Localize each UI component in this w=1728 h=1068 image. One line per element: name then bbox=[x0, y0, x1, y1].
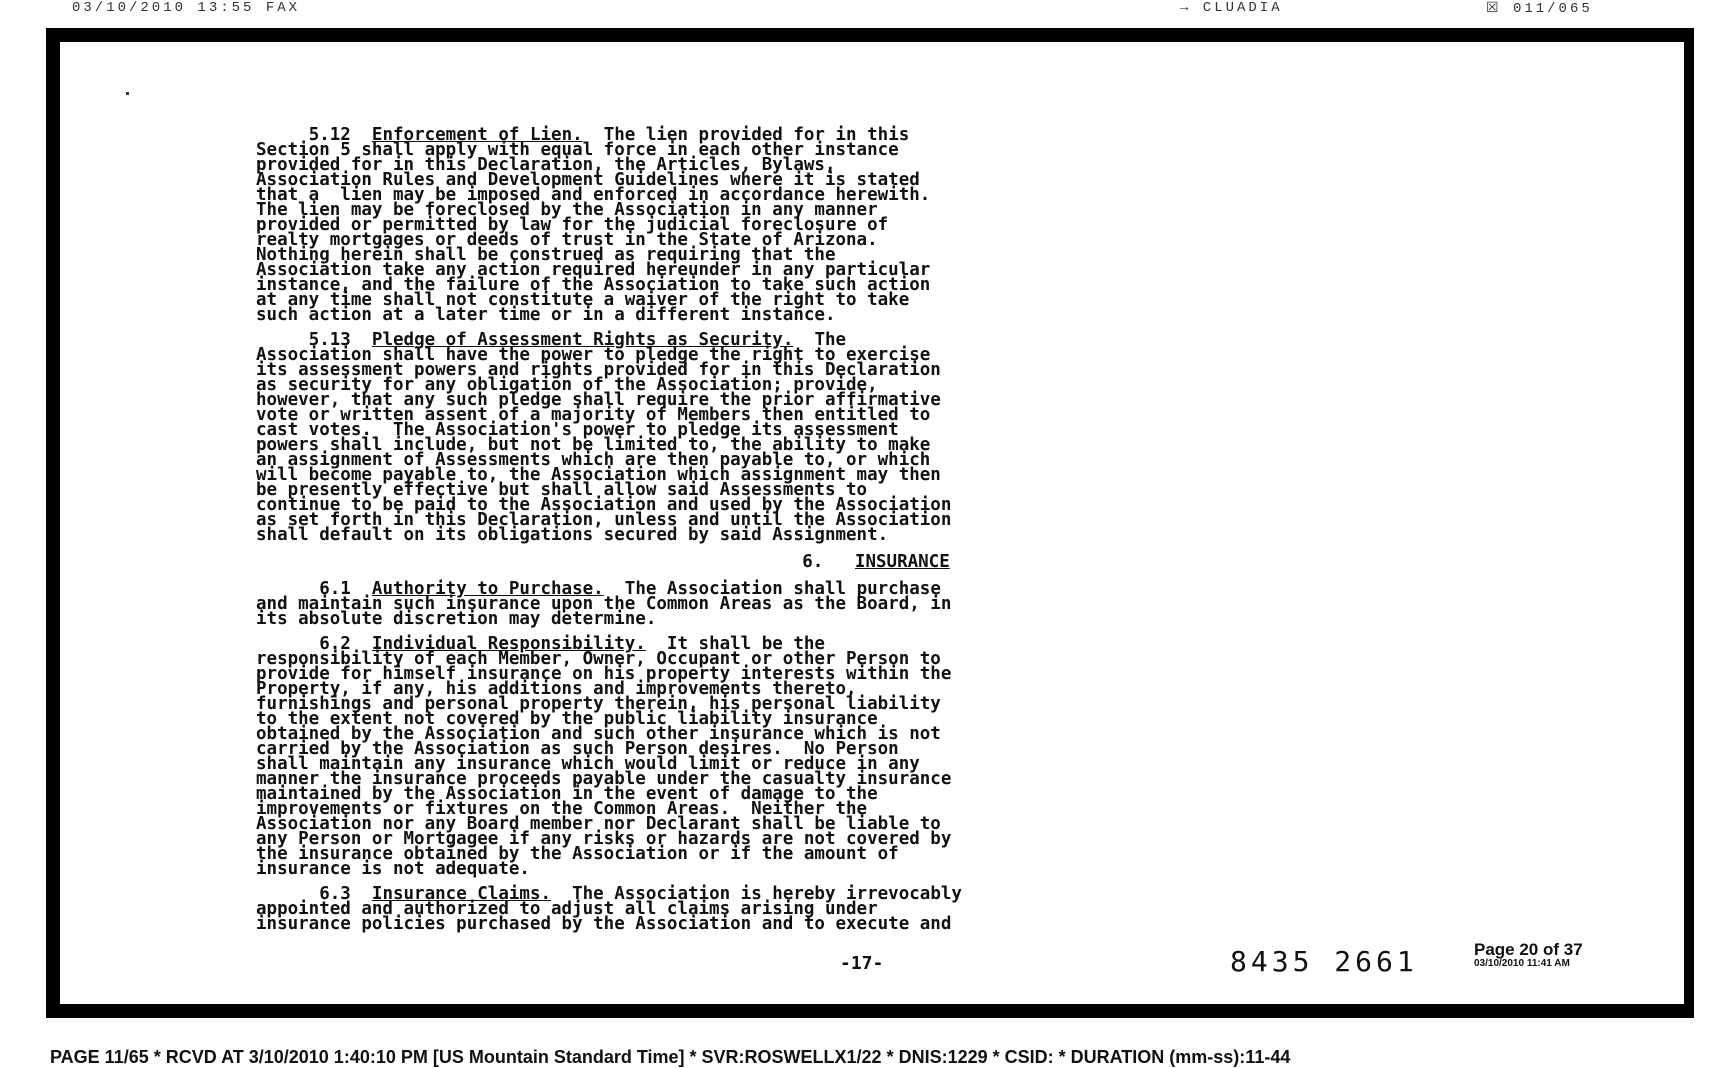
paragraph-line: an assignment of Assessments which are then payable to, or which bbox=[256, 450, 931, 470]
paragraph-line: provided or permitted by law for the judicial foreclosure of bbox=[256, 215, 889, 235]
paragraph-number: 6.2 bbox=[319, 634, 351, 654]
document-body bbox=[256, 125, 1496, 942]
paragraph-line: shall maintain any insurance which would limit or reduce in any bbox=[256, 754, 920, 774]
section-title: INSURANCE bbox=[854, 552, 950, 572]
stamp-timestamp: 03/10/2010 11:41 AM bbox=[1474, 958, 1570, 969]
paragraph-6-3 bbox=[256, 884, 1496, 934]
paragraph-line: cast votes. The Association's power to pledge its assessment bbox=[256, 420, 899, 440]
paragraph-number: 6.3 bbox=[319, 884, 351, 904]
paragraph-line: powers shall include, but not be limited to, the ability to make bbox=[256, 435, 931, 455]
paragraph-heading: Enforcement of Lien. bbox=[371, 125, 583, 145]
paragraph-line: to the extent not covered by the public liability insurance bbox=[256, 709, 878, 729]
paragraph-line: such action at a later time or in a different instance. bbox=[256, 305, 836, 325]
page-stamp bbox=[1474, 940, 1583, 969]
paragraph-line: instance, and the failure of the Association to take such action bbox=[256, 275, 931, 295]
paragraph-heading: Pledge of Assessment Rights as Security. bbox=[371, 330, 794, 350]
paragraph-5-12 bbox=[256, 125, 1496, 325]
stamp-page-label: Page 20 of 37 bbox=[1474, 940, 1583, 959]
paragraph-line: provide for himself insurance on his property interests within the bbox=[256, 664, 952, 684]
paragraph-line: its absolute discretion may determine. bbox=[256, 609, 657, 629]
paragraph-line: shall default on its obligations secured by said Assignment. bbox=[256, 525, 889, 545]
fax-recipient: → CLUADIA bbox=[1180, 0, 1283, 16]
paragraph-line: Association take any action required hereunder in any particular bbox=[256, 260, 931, 280]
paragraph-line: any Person or Mortgagee if any risks or hazards are not covered by bbox=[256, 829, 952, 849]
paragraph-text: It shall be the bbox=[666, 634, 825, 654]
paragraph-line: Nothing herein shall be construed as requiring that the bbox=[256, 245, 836, 265]
fax-header bbox=[0, 0, 1728, 18]
paragraph-line: will become payable to, the Association which assignment may then bbox=[256, 465, 941, 485]
fax-page-counter: ☒ 011/065 bbox=[1486, 1, 1593, 17]
paragraph-line: Section 5 shall apply with equal force in each other instance bbox=[256, 140, 899, 160]
paragraph-line: insurance is not adequate. bbox=[256, 859, 530, 879]
paragraph-line: as security for any obligation of the Association; provide, bbox=[256, 375, 878, 395]
paragraph-line: insurance policies purchased by the Association and to execute and bbox=[256, 914, 952, 934]
paragraph-line: carried by the Association as such Person desires. No Person bbox=[256, 739, 899, 759]
section-heading bbox=[256, 552, 1496, 572]
paragraph-line: responsibility of each Member, Owner, Occupant or other Person to bbox=[256, 649, 941, 669]
paragraph-line: The lien may be foreclosed by the Association in any manner bbox=[256, 200, 878, 220]
paragraph-text: The Association shall purchase bbox=[624, 579, 941, 599]
page-number: -17- bbox=[840, 953, 884, 974]
paragraph-line: its assessment powers and rights provided for in this Declaration bbox=[256, 360, 941, 380]
paragraph-line: at any time shall not constitute a waiver of the right to take bbox=[256, 290, 910, 310]
paragraph-line: furnishings and personal property therein, his personal liability bbox=[256, 694, 941, 714]
paragraph-5-13 bbox=[256, 330, 1496, 545]
paragraph-line: vote or written assent of a majority of Members then entitled to bbox=[256, 405, 931, 425]
section-number: 6. bbox=[802, 552, 824, 572]
paragraph-line: as set forth in this Declaration, unless and until the Association bbox=[256, 510, 952, 530]
paragraph-6-2 bbox=[256, 634, 1496, 879]
paragraph-line: Property, if any, his additions and improvements thereto, bbox=[256, 679, 857, 699]
paragraph-line: appointed and authorized to adjust all claims arising under bbox=[256, 899, 878, 919]
paragraph-line: Association nor any Board member nor Declarant shall be liable to bbox=[256, 814, 941, 834]
paragraph-line: improvements or fixtures on the Common Areas. Neither the bbox=[256, 799, 868, 819]
paragraph-6-1 bbox=[256, 579, 1496, 629]
recording-numbers: 8435 2661 bbox=[1230, 945, 1418, 978]
paragraph-line: that a lien may be imposed and enforced in accordance herewith. bbox=[256, 185, 931, 205]
fax-datetime: 03/10/2010 13:55 FAX bbox=[72, 0, 301, 16]
paragraph-line: continue to be paid to the Association and used by the Association bbox=[256, 495, 952, 515]
paragraph-line: Association shall have the power to pledge the right to exercise bbox=[256, 345, 931, 365]
paragraph-number: 5.12 bbox=[308, 125, 351, 145]
paragraph-line: however, that any such pledge shall require the prior affirmative bbox=[256, 390, 941, 410]
paragraph-number: 6.1 bbox=[319, 579, 351, 599]
paragraph-heading: Authority to Purchase. bbox=[371, 579, 604, 599]
paragraph-line: the insurance obtained by the Association or if the amount of bbox=[256, 844, 899, 864]
paragraph-line: be presently effective but shall allow said Assessments to bbox=[256, 480, 868, 500]
fax-receipt-line: PAGE 11/65 * RCVD AT 3/10/2010 1:40:10 PM [US Mountain Standard Time] * SVR:ROSWELLX1/22 * DNIS:1229 * CSID: * DURATION (mm-ss):11-44 bbox=[50, 1047, 1291, 1067]
paragraph-line: and maintain such insurance upon the Common Areas as the Board, in bbox=[256, 594, 952, 614]
paragraph-line: obtained by the Association and such other insurance which is not bbox=[256, 724, 941, 744]
paragraph-text: The Association is hereby irrevocably bbox=[572, 884, 962, 904]
paragraph-text: The bbox=[814, 330, 847, 350]
paragraph-line: provided for in this Declaration, the Articles, Bylaws, bbox=[256, 155, 836, 175]
paragraph-line: manner the insurance proceeds payable under the casualty insurance bbox=[256, 769, 952, 789]
scan-speck bbox=[126, 92, 129, 95]
paragraph-heading: Individual Responsibility. bbox=[371, 634, 646, 654]
paragraph-line: realty mortgages or deeds of trust in the State of Arizona. bbox=[256, 230, 878, 250]
paragraph-line: maintained by the Association in the event of damage to the bbox=[256, 784, 878, 804]
paragraph-line: Association Rules and Development Guidelines where it is stated bbox=[256, 170, 920, 190]
paragraph-number: 5.13 bbox=[308, 330, 351, 350]
paragraph-text: The lien provided for in this bbox=[603, 125, 910, 145]
paragraph-heading: Insurance Claims. bbox=[371, 884, 552, 904]
